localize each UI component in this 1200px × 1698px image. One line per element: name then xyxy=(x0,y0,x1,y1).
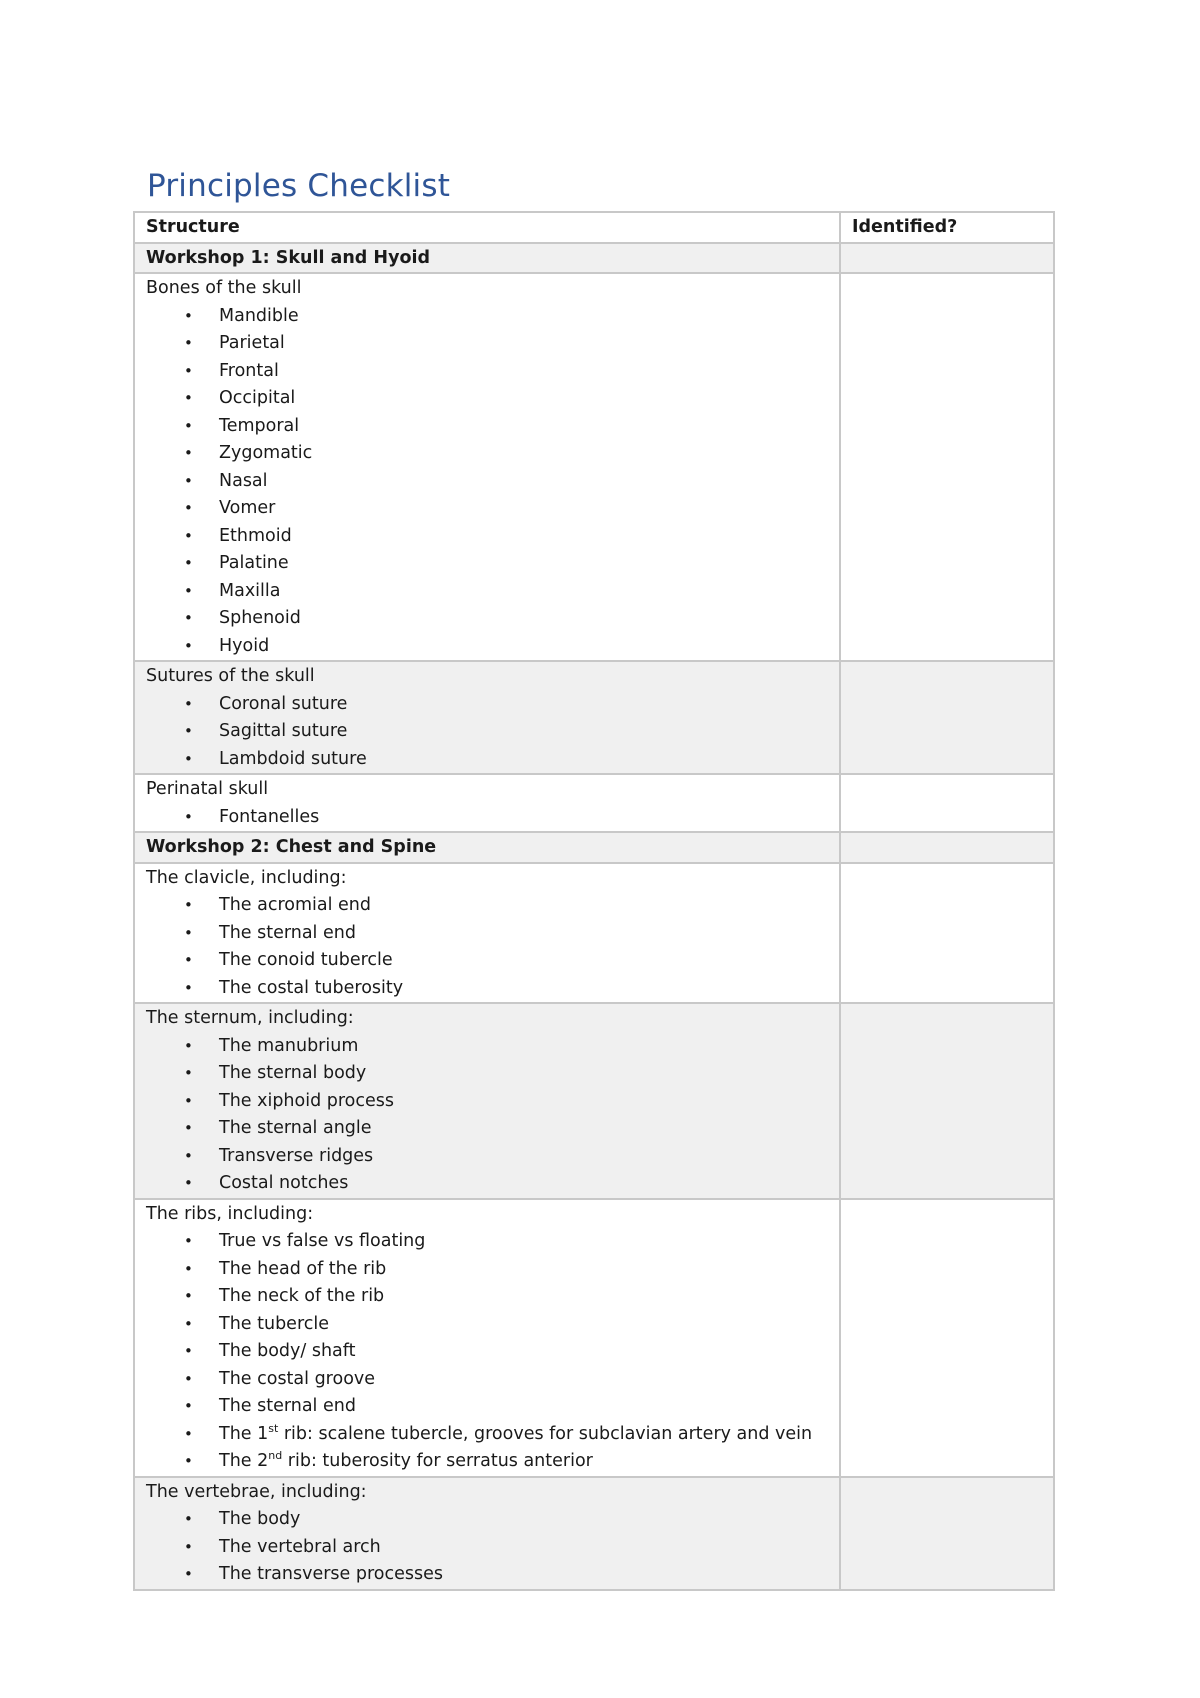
structure-list xyxy=(146,691,829,774)
bullet-icon: • xyxy=(184,1064,193,1082)
item-text: The tubercle xyxy=(219,1313,329,1334)
item-text: The neck of the rib xyxy=(219,1286,385,1306)
list-item xyxy=(146,1143,829,1171)
bullet-icon: • xyxy=(184,306,193,325)
bullet-icon: • xyxy=(184,722,193,740)
item-text: Zygomatic xyxy=(219,443,313,463)
bullet-icon: • xyxy=(184,1565,193,1583)
item-text: The sternal body xyxy=(219,1063,367,1083)
item-text: The transverse processes xyxy=(219,1564,443,1584)
structure-cell xyxy=(134,1477,840,1590)
list-item xyxy=(146,1256,829,1284)
bullet-icon: • xyxy=(184,416,193,435)
table-header-row xyxy=(134,212,1054,243)
structure-cell xyxy=(134,1199,840,1477)
bullet-icon: • xyxy=(184,1146,193,1165)
structure-list xyxy=(146,303,829,661)
bullet-icon: • xyxy=(184,1119,193,1137)
group-label: The vertebrae, including: xyxy=(146,1481,367,1502)
item-text: The vertebral arch xyxy=(219,1536,381,1557)
bullet-icon: • xyxy=(184,923,193,942)
group-label: Sutures of the skull xyxy=(146,666,315,686)
group-label: Bones of the skull xyxy=(146,278,302,298)
bullet-icon: • xyxy=(184,807,193,826)
bullet-icon: • xyxy=(184,1537,193,1556)
group-label: The sternum, including: xyxy=(146,1008,354,1028)
structure-group-row xyxy=(134,774,1054,832)
item-text: The body xyxy=(219,1509,301,1529)
structure-list xyxy=(146,1506,829,1589)
item-text: Ethmoid xyxy=(219,525,292,546)
list-item xyxy=(146,1170,829,1198)
ordinal-suffix: st xyxy=(268,1421,279,1435)
item-text: Coronal suture xyxy=(219,693,348,714)
item-text: Sphenoid xyxy=(219,608,301,628)
item-text: Parietal xyxy=(219,333,285,353)
bullet-icon: • xyxy=(184,1259,193,1278)
list-item xyxy=(146,804,829,832)
list-item xyxy=(146,468,829,496)
column-header-structure: Structure xyxy=(134,212,840,243)
bullet-icon: • xyxy=(184,1452,193,1470)
item-text: Fontanelles xyxy=(219,806,320,827)
list-item xyxy=(146,1534,829,1562)
bullet-icon: • xyxy=(184,526,193,545)
bullet-icon: • xyxy=(184,749,193,768)
bullet-icon: • xyxy=(184,1424,193,1443)
item-text: Mandible xyxy=(219,305,299,326)
bullet-icon: • xyxy=(184,581,193,600)
list-item xyxy=(146,1338,829,1366)
identified-cell[interactable] xyxy=(840,1199,1054,1477)
workshop-row xyxy=(134,832,1054,863)
structure-list xyxy=(146,1033,829,1198)
item-text: Hyoid xyxy=(219,635,270,656)
item-text: The costal tuberosity xyxy=(219,977,404,998)
item-text: Transverse ridges xyxy=(219,1145,374,1166)
item-text: The body/ shaft xyxy=(219,1341,356,1361)
list-item xyxy=(146,1448,829,1476)
bullet-icon: • xyxy=(184,1174,193,1192)
list-item xyxy=(146,523,829,551)
structure-list xyxy=(146,1228,829,1476)
structure-cell xyxy=(134,774,840,832)
structure-cell xyxy=(134,863,840,1004)
identified-cell[interactable] xyxy=(840,774,1054,832)
list-item xyxy=(146,1506,829,1534)
list-item xyxy=(146,691,829,719)
identified-cell[interactable] xyxy=(840,661,1054,774)
list-item xyxy=(146,303,829,331)
list-item xyxy=(146,1366,829,1394)
list-item xyxy=(146,413,829,441)
list-item xyxy=(146,1088,829,1116)
bullet-icon: • xyxy=(184,389,193,407)
item-text: The head of the rib xyxy=(219,1258,387,1279)
workshop-label: Workshop 1: Skull and Hyoid xyxy=(134,243,840,274)
workshop-row xyxy=(134,243,1054,274)
list-item xyxy=(146,947,829,975)
bullet-icon: • xyxy=(184,1510,193,1528)
bullet-icon: • xyxy=(184,361,193,380)
item-text: Palatine xyxy=(219,553,289,573)
group-label: Perinatal skull xyxy=(146,779,269,799)
bullet-icon: • xyxy=(184,951,193,969)
item-text: The xiphoid process xyxy=(219,1090,395,1111)
group-label: The ribs, including: xyxy=(146,1203,314,1224)
list-item xyxy=(146,1033,829,1061)
list-item xyxy=(146,892,829,920)
item-text: The costal groove xyxy=(219,1368,376,1389)
item-text: The acromial end xyxy=(219,895,371,915)
list-item xyxy=(146,440,829,468)
list-item xyxy=(146,1393,829,1421)
list-item xyxy=(146,746,829,774)
bullet-icon: • xyxy=(184,694,193,713)
bullet-icon: • xyxy=(184,636,193,655)
structure-list xyxy=(146,804,829,832)
item-text-continued: rib: tuberosity for serratus anterior xyxy=(282,1451,593,1471)
item-text: Lambdoid suture xyxy=(219,748,367,769)
page-title: Principles Checklist xyxy=(147,168,451,204)
item-text: The conoid tubercle xyxy=(219,950,393,970)
item-text: Maxilla xyxy=(219,580,281,601)
identified-cell[interactable] xyxy=(840,832,1054,863)
bullet-icon: • xyxy=(184,978,193,997)
list-item xyxy=(146,1311,829,1339)
group-label: The clavicle, including: xyxy=(146,867,347,888)
structure-cell xyxy=(134,273,840,661)
item-text: Costal notches xyxy=(219,1173,349,1193)
bullet-icon: • xyxy=(184,1342,193,1360)
bullet-icon: • xyxy=(184,1314,193,1333)
item-text-continued: rib: scalene tubercle, grooves for subclavian artery and vein xyxy=(278,1423,813,1444)
item-text: Nasal xyxy=(219,470,268,491)
identified-cell[interactable] xyxy=(840,1003,1054,1199)
column-header-identified: Identified? xyxy=(840,212,1054,243)
list-item xyxy=(146,718,829,746)
item-text: Temporal xyxy=(219,415,300,436)
item-text: Sagittal suture xyxy=(219,721,348,741)
structure-group-row xyxy=(134,273,1054,661)
bullet-icon: • xyxy=(184,334,193,352)
structure-group-row xyxy=(134,1003,1054,1199)
identified-cell[interactable] xyxy=(840,273,1054,661)
list-item xyxy=(146,1561,829,1589)
bullet-icon: • xyxy=(184,1036,193,1055)
item-text: True vs false vs floating xyxy=(219,1231,426,1251)
workshop-label: Workshop 2: Chest and Spine xyxy=(134,832,840,863)
item-text: The sternal end xyxy=(219,1396,356,1416)
list-item xyxy=(146,920,829,948)
item-text: The 2 xyxy=(219,1451,269,1471)
list-item xyxy=(146,330,829,358)
structure-cell xyxy=(134,661,840,774)
checklist-table xyxy=(133,211,1055,1591)
structure-group-row xyxy=(134,1477,1054,1590)
document-page xyxy=(133,166,1053,1591)
identified-cell[interactable] xyxy=(840,1477,1054,1590)
list-item xyxy=(146,1060,829,1088)
item-text: The 1 xyxy=(219,1423,269,1444)
item-text: Occipital xyxy=(219,388,296,408)
ordinal-suffix: nd xyxy=(268,1449,283,1463)
list-item xyxy=(146,1421,829,1449)
bullet-icon: • xyxy=(184,554,193,572)
item-text: Vomer xyxy=(219,498,276,518)
bullet-icon: • xyxy=(184,1397,193,1415)
structure-list xyxy=(146,892,829,1002)
list-item xyxy=(146,550,829,578)
item-text: The manubrium xyxy=(219,1035,359,1056)
item-text: The sternal angle xyxy=(219,1118,372,1138)
list-item xyxy=(146,385,829,413)
bullet-icon: • xyxy=(184,499,193,517)
identified-cell[interactable] xyxy=(840,243,1054,274)
structure-group-row xyxy=(134,1199,1054,1477)
list-item xyxy=(146,1115,829,1143)
bullet-icon: • xyxy=(184,1091,193,1110)
bullet-icon: • xyxy=(184,896,193,914)
list-item xyxy=(146,1283,829,1311)
identified-cell[interactable] xyxy=(840,863,1054,1004)
bullet-icon: • xyxy=(184,1369,193,1388)
structure-group-row xyxy=(134,863,1054,1004)
bullet-icon: • xyxy=(184,1287,193,1305)
item-text: Frontal xyxy=(219,360,279,381)
structure-group-row xyxy=(134,661,1054,774)
list-item xyxy=(146,605,829,633)
list-item xyxy=(146,975,829,1003)
list-item xyxy=(146,358,829,386)
list-item xyxy=(146,495,829,523)
bullet-icon: • xyxy=(184,471,193,490)
bullet-icon: • xyxy=(184,444,193,462)
list-item xyxy=(146,578,829,606)
list-item xyxy=(146,633,829,661)
structure-cell xyxy=(134,1003,840,1199)
bullet-icon: • xyxy=(184,609,193,627)
list-item xyxy=(146,1228,829,1256)
bullet-icon: • xyxy=(184,1232,193,1250)
item-text: The sternal end xyxy=(219,922,356,943)
